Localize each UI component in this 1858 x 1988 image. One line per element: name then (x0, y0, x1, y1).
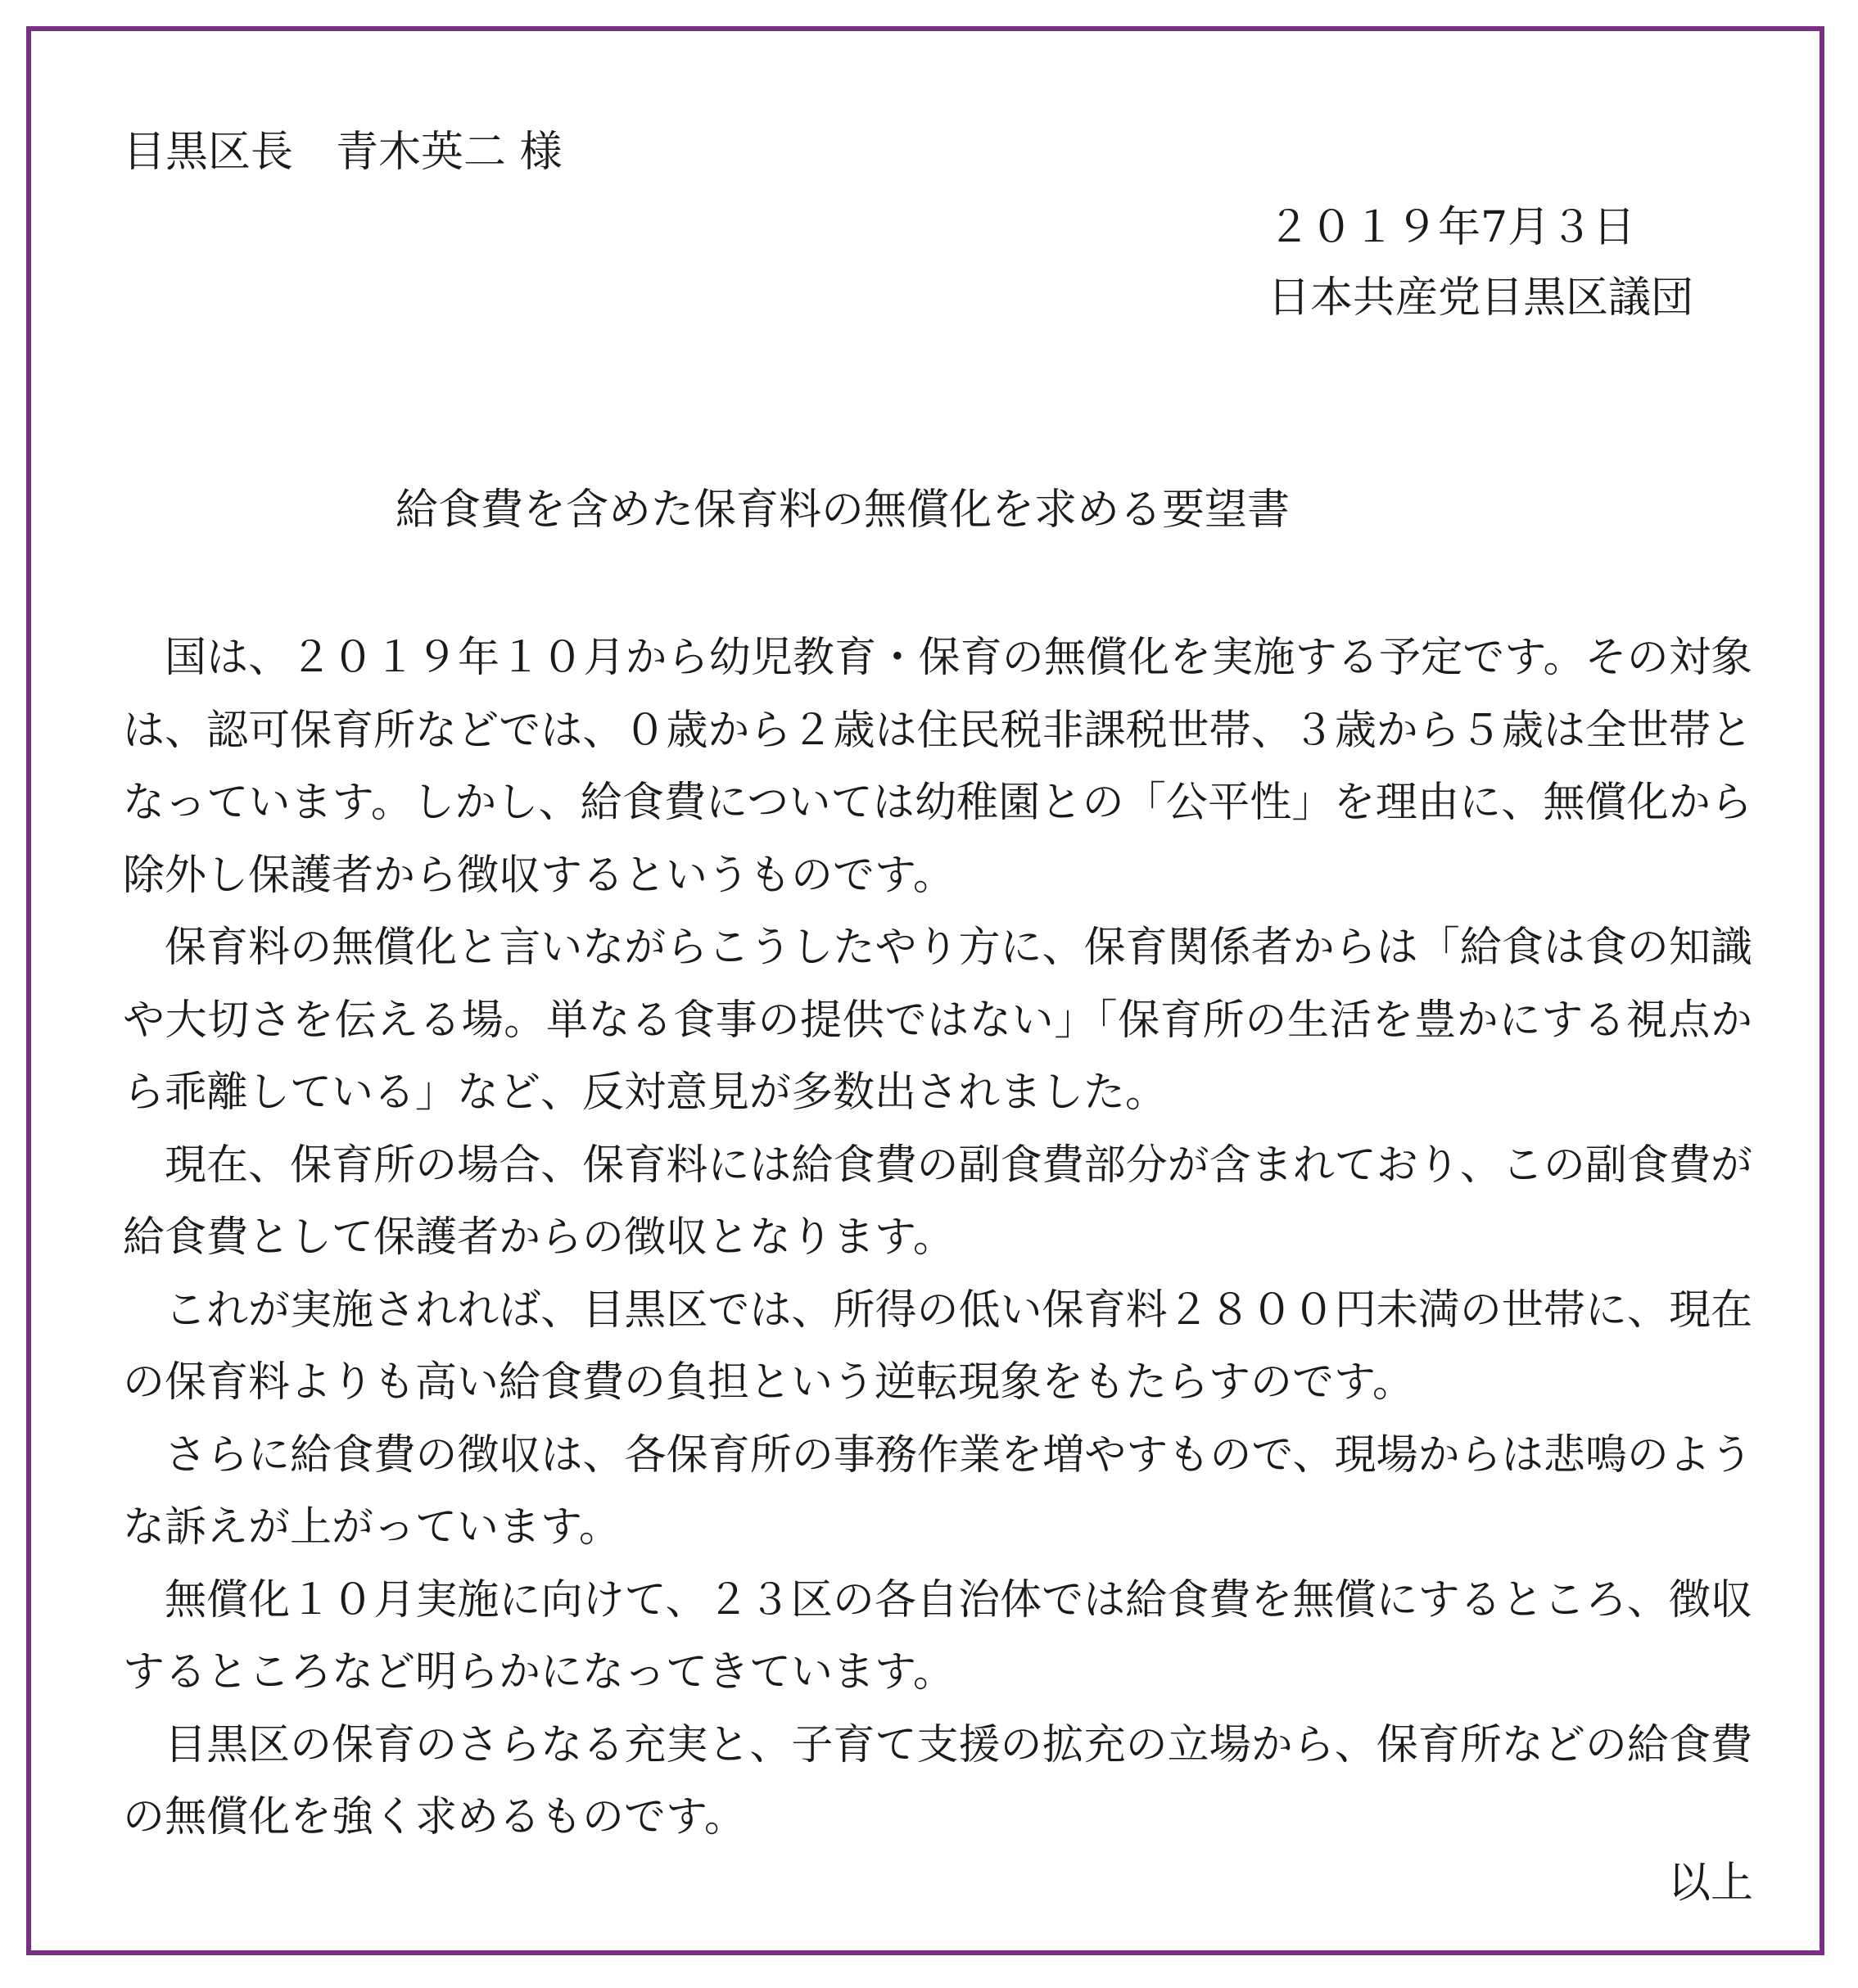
body-paragraph: 保育料の無償化と言いながらこうしたやり方に、保育関係者からは「給食は食の知識や大切さを伝える場。単なる食事の提供ではない」「保育所の生活を豊かにする視点から乖離している」など、反対意見が多数出されました。 (123, 924, 1752, 1117)
body-paragraph: 現在、保育所の場合、保育料には給食費の副食費部分が含まれており、この副食費が給食費として保護者からの徴収となります。 (123, 1141, 1752, 1262)
body-paragraph: 無償化１０月実施に向けて、２３区の各自治体では給食費を無償にするところ、徴収するところなど明らかになってきています。 (123, 1575, 1752, 1697)
body-paragraph: これが実施されれば、目黒区では、所得の低い保育料２８００円未満の世帯に、現在の保育料よりも高い給食費の負担という逆転現象をもたらすのです。 (123, 1285, 1752, 1407)
body-paragraph: 国は、２０１９年１０月から幼児教育・保育の無償化を実施する予定です。その対象は、認可保育所などでは、０歳から２歳は住民税非課税世帯、３歳から５歳は全世帯となっています。しかし、給食費については幼稚園との「公平性」を理由に、無償化から除外し保護者から徴収するというものです。 (123, 634, 1752, 900)
document-title: 給食費を含めた保育料の無償化を求める要望書 (396, 486, 1291, 535)
letter-date: ２０１９年7月３日 (1268, 203, 1636, 252)
sender-organization: 日本共産党目黒区議団 (1268, 273, 1694, 323)
body-paragraph: 目黒区の保育のさらなる充実と、子育て支援の拡充の立場から、保育所などの給食費の無償化を強く求めるものです。 (123, 1720, 1752, 1841)
letter-body (123, 622, 1752, 1855)
addressee: 目黒区長 青木英二 様 (123, 128, 563, 177)
closing-remark: 以上 (1667, 1859, 1753, 1908)
body-paragraph: さらに給食費の徴収は、各保育所の事務作業を増やすもので、現場からは悲鳴のような訴えが上がっています。 (123, 1430, 1752, 1552)
